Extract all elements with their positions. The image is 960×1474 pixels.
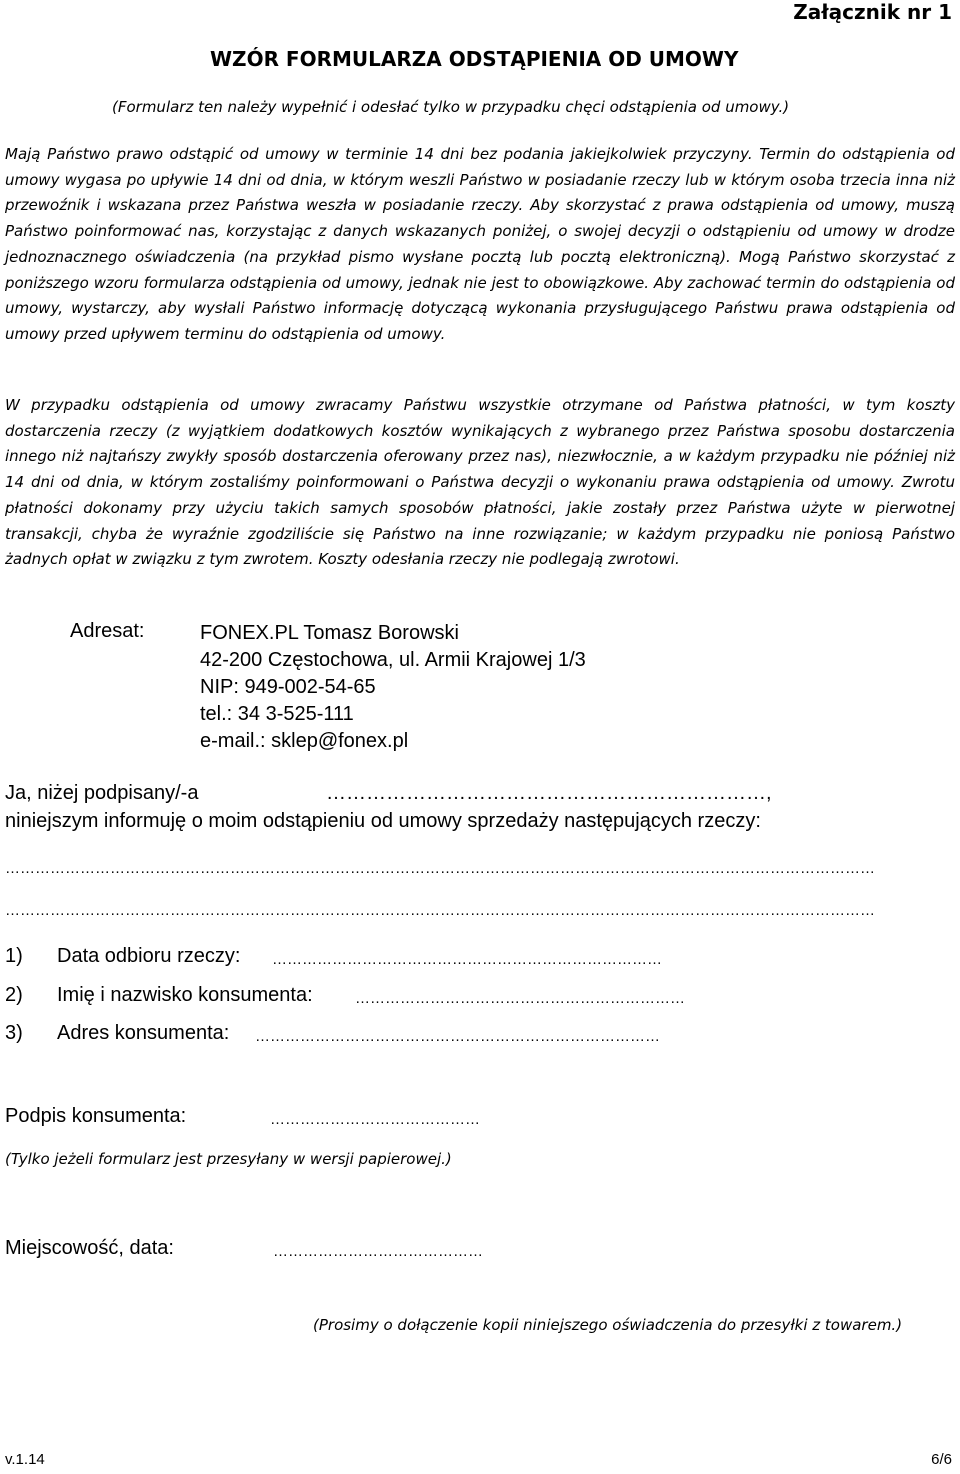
withdrawal-rights-paragraph: Mają Państwo prawo odstąpić od umowy w terminie 14 dni bez podania jakiejkolwiek przyczyny. Termin do odstąpienia od umowy wygasa po upływie 14 dni od dnia, w którym weszli Państwo w posiadanie rzeczy lub w którym osoba trzecia inna niż przewoźnik i wskazana przez Państwa weszła w posiadanie rzeczy. Aby skorzystać z prawa odstąpienia od umowy, muszą Państwo poinformować nas, korzystając z danych wskazanych poniżej, o swojej decyzji o odstąpieniu od umowy w drodze jednoznacznego oświadczenia (na przykład pismo wysłane pocztą lub pocztą elektroniczną). Mogą Państwo skorzystać z poniższego wzoru formularza odstąpienia od umowy, jednak nie jest to obowiązkowe. Aby zachować termin do odstąpienia od umowy, wystarczy, aby wysłali Państwo informację dotyczącą wykonania przysługującego Państwu prawa odstąpienia od umowy przed upływem terminu do odstąpienia od umowy. <box>5 145 955 343</box>
receipt-date-field[interactable]: …………………………………………………………………… <box>272 951 662 968</box>
item-number-1: 1) <box>5 945 23 967</box>
addressee-company: FONEX.PL Tomasz Borowski <box>200 622 459 644</box>
addressee-nip: NIP: 949-002-54-65 <box>200 676 376 698</box>
items-field-line-1[interactable]: ………………………………………………………………………………………………………………………………………………………… <box>5 860 875 877</box>
signed-label: Ja, niżej podpisany/-a <box>5 782 199 804</box>
document-subtitle: (Formularz ten należy wypełnić i odesłać tylko w przypadku chęci odstąpienia od umowy.) <box>112 98 790 116</box>
refund-paragraph: W przypadku odstąpienia od umowy zwracamy Państwu wszystkie otrzymane od Państwa płatności, w tym koszty dostarczenia rzeczy (z wyjątkiem dodatkowych kosztów wynikających z wybranego przez Państwa sposobu dostarczenia innego niż najtańszy zwykły sposób dostarczenia oferowany przez nas), niezwłocznie, a w każdym przypadku nie później niż 14 dni od dnia, w którym zostaliśmy poinformowani o Państwa decyzji o wykonaniu prawa odstąpienia od umowy. Zwrotu płatności dokonamy przy użyciu takich samych sposobów płatności, jakie zostały przez Państwa użyte w pierwotnej transakcji, chyba że wyraźnie zgodziliście się Państwo na inne rozwiązanie; w każdym przypadku nie poniosą Państwo żadnych opłat w związku z tym zwrotem. Koszty odesłania rzeczy nie podlegają zwrotowi. <box>5 396 955 569</box>
signature-label: Podpis konsumenta: <box>5 1105 187 1127</box>
consumer-name-field[interactable]: ………………………………………………………… <box>355 990 685 1007</box>
statement-text: niniejszym informuję o moim odstąpieniu od umowy sprzedaży następujących rzeczy: <box>5 810 761 832</box>
item-number-3: 3) <box>5 1022 23 1044</box>
signature-field[interactable]: …………………………………… <box>270 1111 480 1128</box>
addressee-phone: tel.: 34 3-525-111 <box>200 703 354 725</box>
items-field-line-2[interactable]: ………………………………………………………………………………………………………………………………………………………… <box>5 902 875 919</box>
addressee-street: 42-200 Częstochowa, ul. Armii Krajowej 1/3 <box>200 649 586 671</box>
annex-label: Załącznik nr 1 <box>793 0 952 24</box>
signed-name-field[interactable]: …………………………………………………………, <box>326 782 772 804</box>
receipt-date-label: Data odbioru rzeczy: <box>57 945 241 967</box>
signature-note: (Tylko jeżeli formularz jest przesyłany w wersji papierowej.) <box>5 1150 452 1168</box>
consumer-address-field[interactable]: ……………………………………………………………………… <box>255 1028 660 1045</box>
addressee-email: e-mail.: sklep@fonex.pl <box>200 730 409 752</box>
place-date-field[interactable]: …………………………………… <box>273 1243 483 1260</box>
place-date-label: Miejscowość, data: <box>5 1237 174 1259</box>
addressee-block <box>200 620 586 755</box>
consumer-address-label: Adres konsumenta: <box>57 1022 230 1044</box>
item-number-2: 2) <box>5 984 23 1006</box>
closing-note: (Prosimy o dołączenie kopii niniejszego oświadczenia do przesyłki z towarem.) <box>313 1316 903 1334</box>
page-number: 6/6 <box>931 1451 952 1468</box>
addressee-label: Adresat: <box>70 620 145 642</box>
consumer-name-label: Imię i nazwisko konsumenta: <box>57 984 313 1006</box>
document-version: v.1.14 <box>5 1451 45 1468</box>
document-title: WZÓR FORMULARZA ODSTĄPIENIA OD UMOWY <box>210 47 739 71</box>
